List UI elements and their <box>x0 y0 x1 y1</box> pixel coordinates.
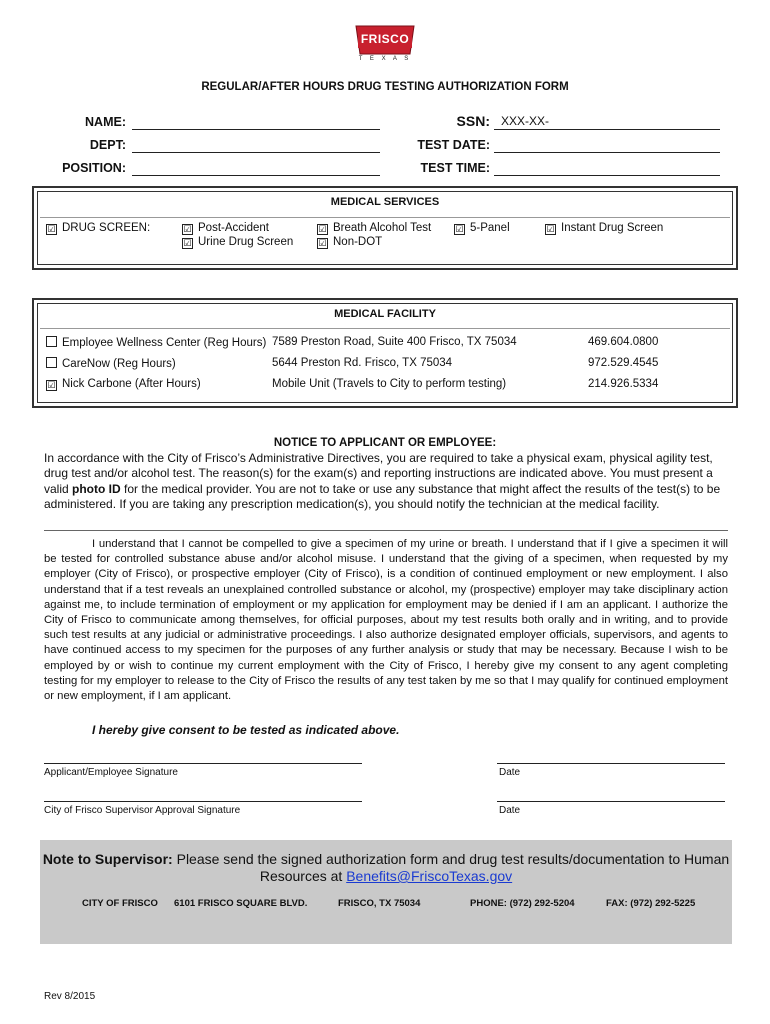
divider <box>44 530 728 531</box>
supervisor-signature-line[interactable] <box>44 801 362 802</box>
facility-row[interactable] <box>46 378 201 391</box>
checkbox-icon[interactable] <box>46 357 57 368</box>
notice-paragraph <box>44 451 728 513</box>
date-line[interactable] <box>497 763 725 764</box>
checkbox-checked-icon[interactable]: ☑ <box>318 224 327 234</box>
footer-address: 6101 FRISCO SQUARE BLVD. <box>174 898 308 909</box>
medical-facility-heading: MEDICAL FACILITY <box>334 308 436 320</box>
footer-fax: FAX: (972) 292-5225 <box>606 898 696 909</box>
checkbox-checked-icon[interactable]: ☑ <box>455 224 464 234</box>
logo-text: FRISCO <box>358 30 412 48</box>
ssn-value: XXX-XX- <box>501 114 550 128</box>
note-text <box>40 851 732 885</box>
revision-label: Rev 8/2015 <box>44 991 96 1002</box>
date-label: Date <box>499 805 521 816</box>
ssn-label: SSN: <box>456 113 490 129</box>
breath-label: Breath Alcohol Test <box>333 222 432 234</box>
applicant-signature-line[interactable] <box>44 763 362 764</box>
facility-name: CareNow (Reg Hours) <box>62 358 176 370</box>
urine-option[interactable] <box>182 236 293 249</box>
post-accident-option[interactable] <box>182 222 269 235</box>
medical-services-heading: MEDICAL SERVICES <box>330 196 440 208</box>
urine-label: Urine Drug Screen <box>198 236 294 248</box>
test-date-label: TEST DATE: <box>417 138 490 152</box>
footer-city: CITY OF FRISCO <box>82 898 158 909</box>
note-body: Please send the signed authorization form and drug test results/documentation to Human Resources at <box>172 851 730 884</box>
test-time-field[interactable] <box>494 161 720 176</box>
consent-paragraph: I understand that I cannot be compelled to give a specimen of my urine or breath. I understand that if I give a specimen it will be tested for controlled substance abuse and/or alcohol misuse. I understand that the giving of a specimen, when requested by my employer (City of Frisco), or prospective employer (City of Frisco), is a condition of continued employment or new employment. I also understand that if a test reveals an unexplained controlled substance or alcohol, my (prospective) employer may take disciplinary action against me, to include termination of employment or my application for employment may be denied if I am an applicant. I authorize the City of Frisco to communicate among themselves, for official purposes, about my test results both orally and in writing, and to provide such test results at any judicial or administrative proceedings. I also authorize designated employer officials, supervisors, and agents to have continued access to my specimen for the purposes of any further analysis or study that may be necessary. Because I wish to be employed by or wish to continue my current employment with the City of Frisco, I hereby give my consent to any agent completing testing for my employer to release to the City of Frisco the results of any test taken by me so that I may qualify for continued employment or new employment, if I am applicant. <box>44 538 728 703</box>
drug-screen-option[interactable] <box>46 222 150 235</box>
five-panel-label: 5-Panel <box>470 222 510 234</box>
dept-field[interactable] <box>132 138 380 153</box>
logo-subtext: T E X A S <box>358 56 412 62</box>
notice-text-a: In accordance with the City of Frisco’s Administrative Directives, you are required to take a physical exam, physical agility test, drug test and/or alcohol test. The reason(s) for the exam(s) and reporting instructions are indicated above. You must present a valid <box>44 451 713 496</box>
non-dot-label: Non-DOT <box>333 236 383 248</box>
drug-screen-label: DRUG SCREEN: <box>62 222 151 234</box>
divider <box>40 328 730 329</box>
test-date-field[interactable] <box>494 138 720 153</box>
footer-phone: PHONE: (972) 292-5204 <box>470 898 575 909</box>
footer-citystate: FRISCO, TX 75034 <box>338 898 421 909</box>
applicant-signature-label: Applicant/Employee Signature <box>44 767 178 778</box>
consent-statement: I hereby give consent to be tested as indicated above. <box>92 723 400 737</box>
checkbox-checked-icon[interactable]: ☑ <box>546 224 555 234</box>
dept-label: DEPT: <box>89 138 126 152</box>
checkbox-icon[interactable] <box>46 336 57 347</box>
post-accident-label: Post-Accident <box>198 222 269 234</box>
notice-text-b: for the medical provider. You are not to take or use any substance that might affect the results of the test(s) to be administered. If you are taking any prescription medication(s), you should notify the technician at the medical facility. <box>44 481 721 512</box>
non-dot-option[interactable] <box>317 236 382 249</box>
facility-row[interactable] <box>46 357 176 370</box>
facility-phone: 469.604.0800 <box>588 336 659 348</box>
date-line[interactable] <box>497 801 725 802</box>
email-link[interactable]: Benefits@FriscoTexas.gov <box>346 868 513 884</box>
facility-name: Employee Wellness Center (Reg Hours) <box>62 337 267 349</box>
facility-phone: 972.529.4545 <box>588 357 659 369</box>
facility-phone: 214.926.5334 <box>588 378 659 390</box>
divider <box>40 217 730 218</box>
note-label: Note to Supervisor: <box>42 851 173 867</box>
facility-name: Nick Carbone (After Hours) <box>62 378 201 390</box>
notice-heading: NOTICE TO APPLICANT OR EMPLOYEE: <box>273 437 497 449</box>
checkbox-checked-icon[interactable]: ☑ <box>47 380 56 390</box>
checkbox-checked-icon[interactable]: ☑ <box>183 224 192 234</box>
five-panel-option[interactable] <box>454 222 510 235</box>
facility-address: Mobile Unit (Travels to City to perform testing) <box>272 378 507 390</box>
instant-option[interactable] <box>545 222 663 235</box>
photo-id-text: photo ID <box>72 481 121 496</box>
checkbox-checked-icon[interactable]: ☑ <box>183 238 192 248</box>
form-title: REGULAR/AFTER HOURS DRUG TESTING AUTHORIZATION FORM <box>201 81 569 93</box>
facility-address: 7589 Preston Road, Suite 400 Frisco, TX 75034 <box>272 336 517 348</box>
breath-option[interactable] <box>317 222 431 235</box>
supervisor-signature-label: City of Frisco Supervisor Approval Signature <box>44 805 241 816</box>
name-field[interactable] <box>132 115 380 130</box>
date-label: Date <box>499 767 521 778</box>
position-label: POSITION: <box>62 161 126 175</box>
name-label: NAME: <box>85 115 126 129</box>
checkbox-checked-icon[interactable]: ☑ <box>318 238 327 248</box>
instant-label: Instant Drug Screen <box>561 222 664 234</box>
checkbox-checked-icon[interactable]: ☑ <box>47 224 56 234</box>
facility-row[interactable] <box>46 336 266 349</box>
position-field[interactable] <box>132 161 380 176</box>
facility-address: 5644 Preston Rd. Frisco, TX 75034 <box>272 357 453 369</box>
test-time-label: TEST TIME: <box>420 161 490 175</box>
